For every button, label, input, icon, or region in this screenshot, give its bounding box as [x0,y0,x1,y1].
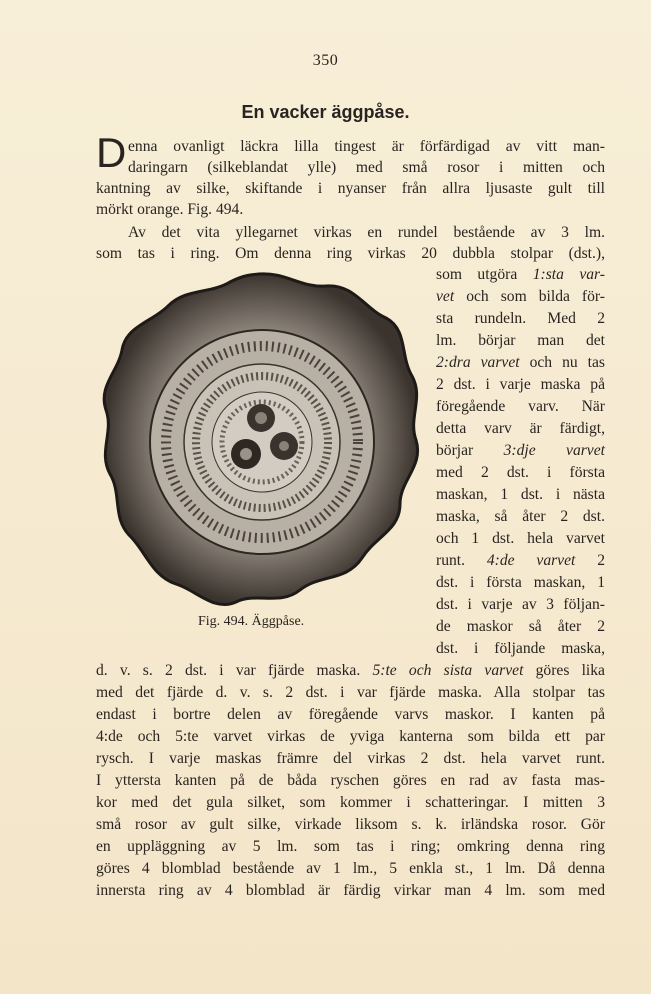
wrap-line-10: med 2 dst. i första [436,464,605,481]
page-number: 350 [312,52,339,69]
bottom-line-9: en uppläggning av 5 lm. som tas i ring; omkring denna ring [96,838,605,855]
article-title: En vacker äggpåse. [241,102,410,122]
wrap-line-8: detta varv är färdigt, [436,420,605,437]
bottom-line-3: endast i bortre delen av föregående varvs maskor. I kanten på [96,706,605,723]
wrap-line-3: sta rundeln. Med 2 [436,310,605,327]
wrap-line-6: 2 dst. i varje maska på [436,376,605,393]
paragraph1-line-2: daringarn (silkeblandat ylle) med små rosor i mitten och [128,159,605,176]
paragraph1-line-3: kantning av silke, skiftande i nyanser från allra ljusaste gult till [96,180,605,197]
wrap-line-14: runt. 4:de varvet 2 [436,552,606,569]
wrap-line-11: maskan, 1 dst. i nästa [436,486,605,503]
paragraph2-line-1: Av det vita yllegarnet virkas en rundel bestående av 3 lm. [128,224,605,241]
wrap-line-5: 2:dra varvet och nu tas [436,354,605,371]
wrap-line-16: dst. i varje av 3 följan- [436,596,605,613]
wrap-line-13: och 1 dst. hela varvet [436,530,605,547]
wrap-line-18: dst. i följande maska, [436,640,605,657]
wrap-line-9: börjar 3:dje varvet [436,442,605,459]
wrap-line-15: dst. i första maskan, 1 [436,574,605,591]
paragraph1-line-4: mörkt orange. Fig. 494. [96,201,244,218]
wrap-line-7: föregående varv. När [436,398,605,415]
wrap-line-1: som utgöra 1:sta var- [436,266,605,283]
egg-cozy-figure [96,268,422,610]
bottom-line-5: rysch. I varje maskas främre del virkas 2 dst. hela varvet runt. [96,750,605,767]
bottom-line-7: kor med det gula silket, som kommer i schatteringar. I mitten 3 [96,794,605,811]
bottom-line-6: I yttersta kanten på de båda ryschen göres en rad av fasta mas- [96,772,605,789]
wrap-line-4: lm. börjar man det [436,332,605,349]
wrap-line-2: vet och som bilda för- [436,288,605,305]
bottom-line-11: innersta ring av 4 blomblad är färdig virkar man 4 lm. som med [96,882,605,899]
bottom-line-4: 4:de och 5:te varvet virkas de yviga kanterna som bilda ett par [96,728,605,745]
figure-caption: Fig. 494. Äggpåse. [198,614,305,629]
bottom-line-1: d. v. s. 2 dst. i var fjärde maska. 5:te och sista varvet göres lika [96,662,605,679]
paragraph1-line-1: enna ovanligt läckra lilla tingest är förfärdigad av vitt man- [128,138,605,155]
bottom-line-8: små rosor av gult silke, virkade liksom s. k. irländska rosor. Gör [96,816,605,833]
bottom-line-2: med det fjärde d. v. s. 2 dst. i var fjärde maska. Alla stolpar tas [96,684,605,701]
paragraph2-line-2: som tas i ring. Om denna ring virkas 20 dubbla stolpar (dst.), [96,245,605,262]
wrap-line-17: de maskor så åter 2 [436,618,605,635]
bottom-line-10: göres 4 blomblad bestående av 1 lm., 5 enkla st., 1 lm. Då denna [96,860,605,877]
crochet-doily-illustration [96,268,422,610]
drop-cap: D [96,129,127,176]
wrap-line-12: maska, så åter 2 dst. [436,508,605,525]
